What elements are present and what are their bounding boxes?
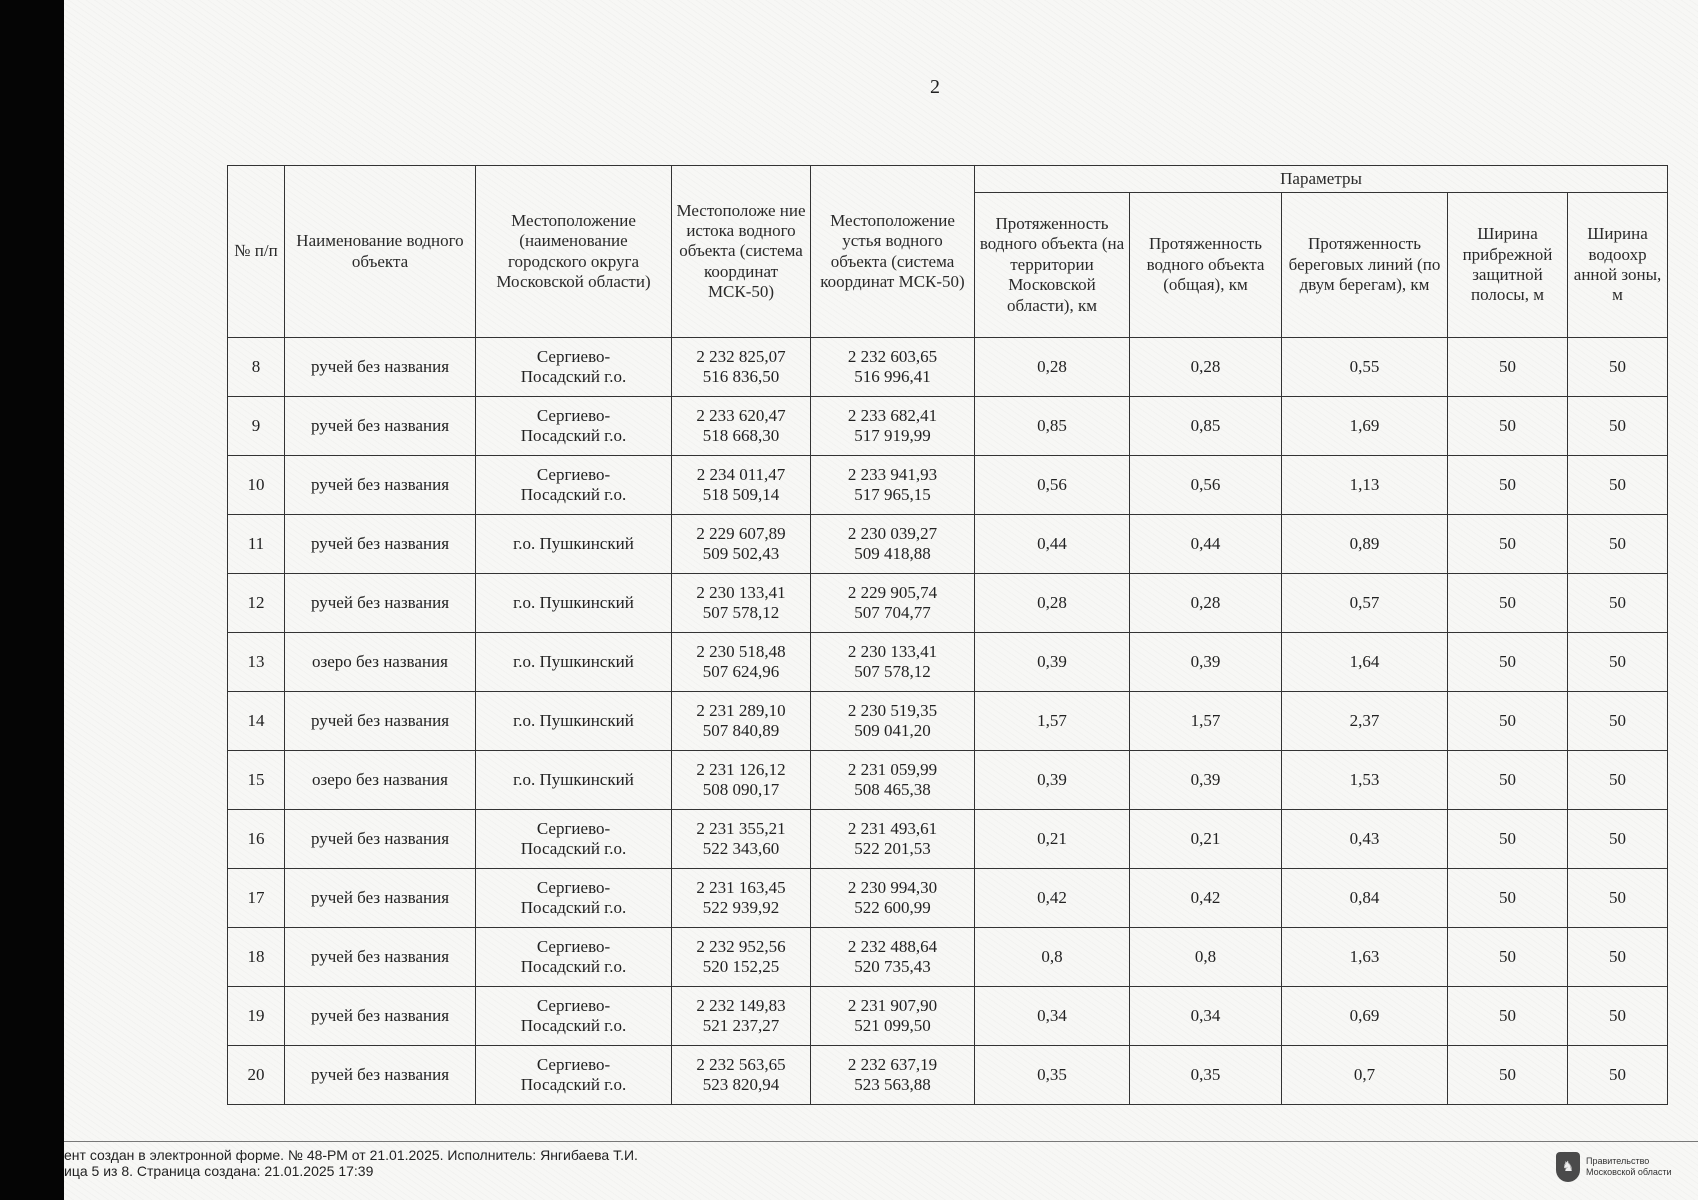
- cell-length-mo: 0,85: [975, 397, 1130, 456]
- cell-waterprot-width: 50: [1568, 515, 1668, 574]
- cell-length-total: 0,44: [1130, 515, 1282, 574]
- cell-name: ручей без названия: [285, 1046, 476, 1105]
- cell-coastal-width: 50: [1448, 574, 1568, 633]
- cell-waterprot-width: 50: [1568, 751, 1668, 810]
- cell-length-mo: 0,44: [975, 515, 1130, 574]
- cell-num: 13: [228, 633, 285, 692]
- cell-source: 2 233 620,47 518 668,30: [672, 397, 811, 456]
- cell-length-total: 0,35: [1130, 1046, 1282, 1105]
- cell-length-mo: 0,35: [975, 1046, 1130, 1105]
- government-name: Правительство Московской области: [1586, 1156, 1672, 1177]
- cell-name: озеро без названия: [285, 633, 476, 692]
- header-length-total: Протяженность водного объекта (общая), км: [1130, 193, 1282, 338]
- cell-num: 12: [228, 574, 285, 633]
- cell-mouth: 2 231 907,90 521 099,50: [811, 987, 975, 1046]
- coat-of-arms-icon: ♞: [1556, 1152, 1580, 1182]
- cell-shoreline: 0,55: [1282, 338, 1448, 397]
- cell-name: ручей без названия: [285, 456, 476, 515]
- cell-shoreline: 0,69: [1282, 987, 1448, 1046]
- cell-length-total: 0,34: [1130, 987, 1282, 1046]
- cell-length-total: 0,56: [1130, 456, 1282, 515]
- cell-name: ручей без названия: [285, 810, 476, 869]
- cell-mouth: 2 229 905,74 507 704,77: [811, 574, 975, 633]
- cell-shoreline: 1,69: [1282, 397, 1448, 456]
- footer-divider: [64, 1141, 1698, 1142]
- cell-waterprot-width: 50: [1568, 869, 1668, 928]
- cell-length-total: 0,42: [1130, 869, 1282, 928]
- cell-length-mo: 0,28: [975, 338, 1130, 397]
- cell-coastal-width: 50: [1448, 987, 1568, 1046]
- cell-source: 2 232 149,83 521 237,27: [672, 987, 811, 1046]
- cell-name: озеро без названия: [285, 751, 476, 810]
- cell-length-mo: 1,57: [975, 692, 1130, 751]
- document-page: [64, 0, 1698, 1200]
- cell-waterprot-width: 50: [1568, 574, 1668, 633]
- cell-name: ручей без названия: [285, 692, 476, 751]
- cell-length-total: 0,8: [1130, 928, 1282, 987]
- cell-num: 16: [228, 810, 285, 869]
- header-length-mo: Протяженность водного объекта (на территории Московской области), км: [975, 193, 1130, 338]
- cell-name: ручей без названия: [285, 928, 476, 987]
- cell-source: 2 232 563,65 523 820,94: [672, 1046, 811, 1105]
- cell-location: г.о. Пушкинский: [476, 692, 672, 751]
- cell-mouth: 2 233 682,41 517 919,99: [811, 397, 975, 456]
- header-coastal-width: Ширина прибрежной защитной полосы, м: [1448, 193, 1568, 338]
- cell-length-total: 0,21: [1130, 810, 1282, 869]
- cell-num: 10: [228, 456, 285, 515]
- cell-length-mo: 0,56: [975, 456, 1130, 515]
- cell-waterprot-width: 50: [1568, 810, 1668, 869]
- cell-location: г.о. Пушкинский: [476, 633, 672, 692]
- cell-shoreline: 0,43: [1282, 810, 1448, 869]
- cell-waterprot-width: 50: [1568, 928, 1668, 987]
- cell-mouth: 2 232 637,19 523 563,88: [811, 1046, 975, 1105]
- table-row: [228, 869, 1668, 928]
- table-row: [228, 928, 1668, 987]
- cell-mouth: 2 232 603,65 516 996,41: [811, 338, 975, 397]
- cell-length-total: 1,57: [1130, 692, 1282, 751]
- cell-shoreline: 0,7: [1282, 1046, 1448, 1105]
- cell-mouth: 2 233 941,93 517 965,15: [811, 456, 975, 515]
- cell-length-mo: 0,39: [975, 751, 1130, 810]
- cell-length-mo: 0,28: [975, 574, 1130, 633]
- cell-source: 2 231 289,10 507 840,89: [672, 692, 811, 751]
- cell-waterprot-width: 50: [1568, 397, 1668, 456]
- cell-shoreline: 2,37: [1282, 692, 1448, 751]
- cell-name: ручей без названия: [285, 987, 476, 1046]
- cell-source: 2 232 952,56 520 152,25: [672, 928, 811, 987]
- cell-coastal-width: 50: [1448, 869, 1568, 928]
- cell-name: ручей без названия: [285, 515, 476, 574]
- cell-length-total: 0,85: [1130, 397, 1282, 456]
- cell-length-mo: 0,21: [975, 810, 1130, 869]
- cell-location: Сергиево- Посадский г.о.: [476, 810, 672, 869]
- footer-stamp: [64, 1147, 638, 1179]
- cell-location: г.о. Пушкинский: [476, 574, 672, 633]
- header-source: Местоположе ние истока водного объекта (система координат МСК-50): [672, 166, 811, 338]
- cell-waterprot-width: 50: [1568, 987, 1668, 1046]
- footer-line-2: ица 5 из 8. Страница создана: 21.01.2025 17:39: [64, 1163, 374, 1179]
- footer-line-1: ент создан в электронной форме. № 48-РМ от 21.01.2025. Исполнитель: Янгибаева Т.И.: [64, 1147, 638, 1163]
- cell-location: Сергиево- Посадский г.о.: [476, 869, 672, 928]
- cell-num: 11: [228, 515, 285, 574]
- cell-location: г.о. Пушкинский: [476, 751, 672, 810]
- table-row: [228, 1046, 1668, 1105]
- header-location: Местоположение (наименование городского округа Московской области): [476, 166, 672, 338]
- cell-name: ручей без названия: [285, 574, 476, 633]
- cell-location: Сергиево- Посадский г.о.: [476, 928, 672, 987]
- cell-location: Сергиево- Посадский г.о.: [476, 987, 672, 1046]
- cell-source: 2 231 163,45 522 939,92: [672, 869, 811, 928]
- cell-coastal-width: 50: [1448, 751, 1568, 810]
- cell-mouth: 2 231 059,99 508 465,38: [811, 751, 975, 810]
- cell-shoreline: 1,53: [1282, 751, 1448, 810]
- cell-location: Сергиево- Посадский г.о.: [476, 456, 672, 515]
- cell-coastal-width: 50: [1448, 692, 1568, 751]
- cell-waterprot-width: 50: [1568, 633, 1668, 692]
- header-params: Параметры: [975, 166, 1668, 193]
- cell-length-total: 0,39: [1130, 751, 1282, 810]
- header-mouth: Местоположение устья водного объекта (система координат МСК-50): [811, 166, 975, 338]
- cell-num: 15: [228, 751, 285, 810]
- cell-num: 18: [228, 928, 285, 987]
- cell-source: 2 231 126,12 508 090,17: [672, 751, 811, 810]
- cell-shoreline: 0,84: [1282, 869, 1448, 928]
- table-row: [228, 987, 1668, 1046]
- table-row: [228, 515, 1668, 574]
- cell-coastal-width: 50: [1448, 397, 1568, 456]
- cell-source: 2 230 518,48 507 624,96: [672, 633, 811, 692]
- cell-mouth: 2 231 493,61 522 201,53: [811, 810, 975, 869]
- cell-shoreline: 1,63: [1282, 928, 1448, 987]
- cell-length-mo: 0,8: [975, 928, 1130, 987]
- table-row: [228, 338, 1668, 397]
- header-waterprot-width: Ширина водоохр анной зоны, м: [1568, 193, 1668, 338]
- cell-source: 2 234 011,47 518 509,14: [672, 456, 811, 515]
- cell-coastal-width: 50: [1448, 515, 1568, 574]
- cell-coastal-width: 50: [1448, 633, 1568, 692]
- cell-mouth: 2 230 039,27 509 418,88: [811, 515, 975, 574]
- cell-shoreline: 1,13: [1282, 456, 1448, 515]
- cell-name: ручей без названия: [285, 338, 476, 397]
- cell-length-mo: 0,42: [975, 869, 1130, 928]
- cell-length-total: 0,28: [1130, 338, 1282, 397]
- cell-name: ручей без названия: [285, 869, 476, 928]
- cell-num: 8: [228, 338, 285, 397]
- cell-source: 2 231 355,21 522 343,60: [672, 810, 811, 869]
- cell-num: 19: [228, 987, 285, 1046]
- cell-mouth: 2 230 519,35 509 041,20: [811, 692, 975, 751]
- cell-waterprot-width: 50: [1568, 338, 1668, 397]
- cell-shoreline: 0,89: [1282, 515, 1448, 574]
- cell-coastal-width: 50: [1448, 810, 1568, 869]
- cell-length-mo: 0,39: [975, 633, 1130, 692]
- cell-source: 2 230 133,41 507 578,12: [672, 574, 811, 633]
- government-logo: [1556, 1152, 1672, 1182]
- cell-location: Сергиево- Посадский г.о.: [476, 397, 672, 456]
- cell-shoreline: 1,64: [1282, 633, 1448, 692]
- cell-waterprot-width: 50: [1568, 1046, 1668, 1105]
- cell-shoreline: 0,57: [1282, 574, 1448, 633]
- table-body: [228, 338, 1668, 1105]
- header-name: Наименование водного объекта: [285, 166, 476, 338]
- cell-location: Сергиево- Посадский г.о.: [476, 338, 672, 397]
- cell-length-total: 0,39: [1130, 633, 1282, 692]
- table-row: [228, 692, 1668, 751]
- table-row: [228, 456, 1668, 515]
- header-shoreline: Протяженность береговых линий (по двум берегам), км: [1282, 193, 1448, 338]
- cell-source: 2 232 825,07 516 836,50: [672, 338, 811, 397]
- page-number: 2: [930, 76, 940, 98]
- cell-mouth: 2 230 133,41 507 578,12: [811, 633, 975, 692]
- cell-coastal-width: 50: [1448, 928, 1568, 987]
- cell-length-mo: 0,34: [975, 987, 1130, 1046]
- cell-num: 9: [228, 397, 285, 456]
- cell-coastal-width: 50: [1448, 338, 1568, 397]
- cell-location: Сергиево- Посадский г.о.: [476, 1046, 672, 1105]
- cell-num: 14: [228, 692, 285, 751]
- cell-waterprot-width: 50: [1568, 692, 1668, 751]
- cell-mouth: 2 232 488,64 520 735,43: [811, 928, 975, 987]
- table-row: [228, 397, 1668, 456]
- table-row: [228, 633, 1668, 692]
- cell-source: 2 229 607,89 509 502,43: [672, 515, 811, 574]
- cell-location: г.о. Пушкинский: [476, 515, 672, 574]
- scan-black-edge: [0, 0, 64, 1200]
- water-objects-table: [227, 165, 1668, 1105]
- cell-name: ручей без названия: [285, 397, 476, 456]
- cell-waterprot-width: 50: [1568, 456, 1668, 515]
- cell-mouth: 2 230 994,30 522 600,99: [811, 869, 975, 928]
- table-row: [228, 574, 1668, 633]
- cell-length-total: 0,28: [1130, 574, 1282, 633]
- header-num: № п/п: [228, 166, 285, 338]
- table-row: [228, 810, 1668, 869]
- cell-num: 17: [228, 869, 285, 928]
- header-row-top: [228, 166, 1668, 193]
- cell-num: 20: [228, 1046, 285, 1105]
- cell-coastal-width: 50: [1448, 456, 1568, 515]
- table-row: [228, 751, 1668, 810]
- cell-coastal-width: 50: [1448, 1046, 1568, 1105]
